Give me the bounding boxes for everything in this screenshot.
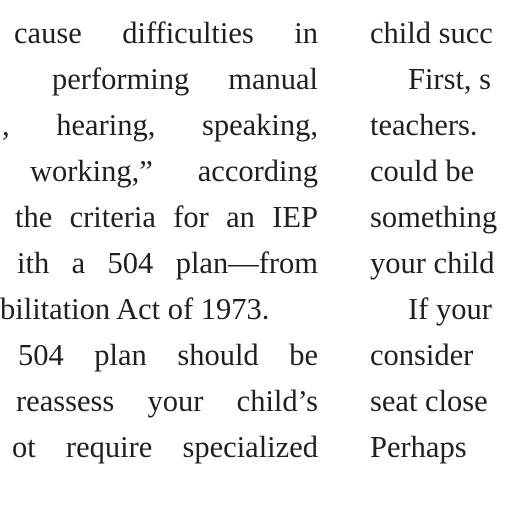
left-line-1: cause difficulties in [14,16,318,50]
left-line-5: the criteria for an IEP [15,200,318,234]
right-line-3: teachers. [370,108,478,142]
left-line-7: bilitation Act of 1973. [0,292,270,326]
right-text-column [370,10,512,470]
left-line-2: performing manual [52,62,318,96]
right-line-4: could be [370,154,475,188]
left-line-6: ith a 504 plan—from [17,246,318,280]
right-line-7: If your [408,292,492,326]
right-line-6: your child [370,246,495,280]
left-line-8: 504 plan should be [18,338,318,372]
right-line-2: First, s [408,62,492,96]
left-line-4: working,” according [30,154,318,188]
right-line-8: consider [370,338,474,372]
left-line-9: reassess your child’s [16,384,318,418]
left-line-3: , hearing, speaking, [2,108,318,142]
right-line-10: Perhaps [370,430,467,464]
left-text-column [0,10,318,470]
left-line-10: ot require specialized [12,430,318,464]
right-line-5: something [370,200,498,234]
right-line-1: child succ [370,16,493,50]
right-line-9: seat close [370,384,488,418]
